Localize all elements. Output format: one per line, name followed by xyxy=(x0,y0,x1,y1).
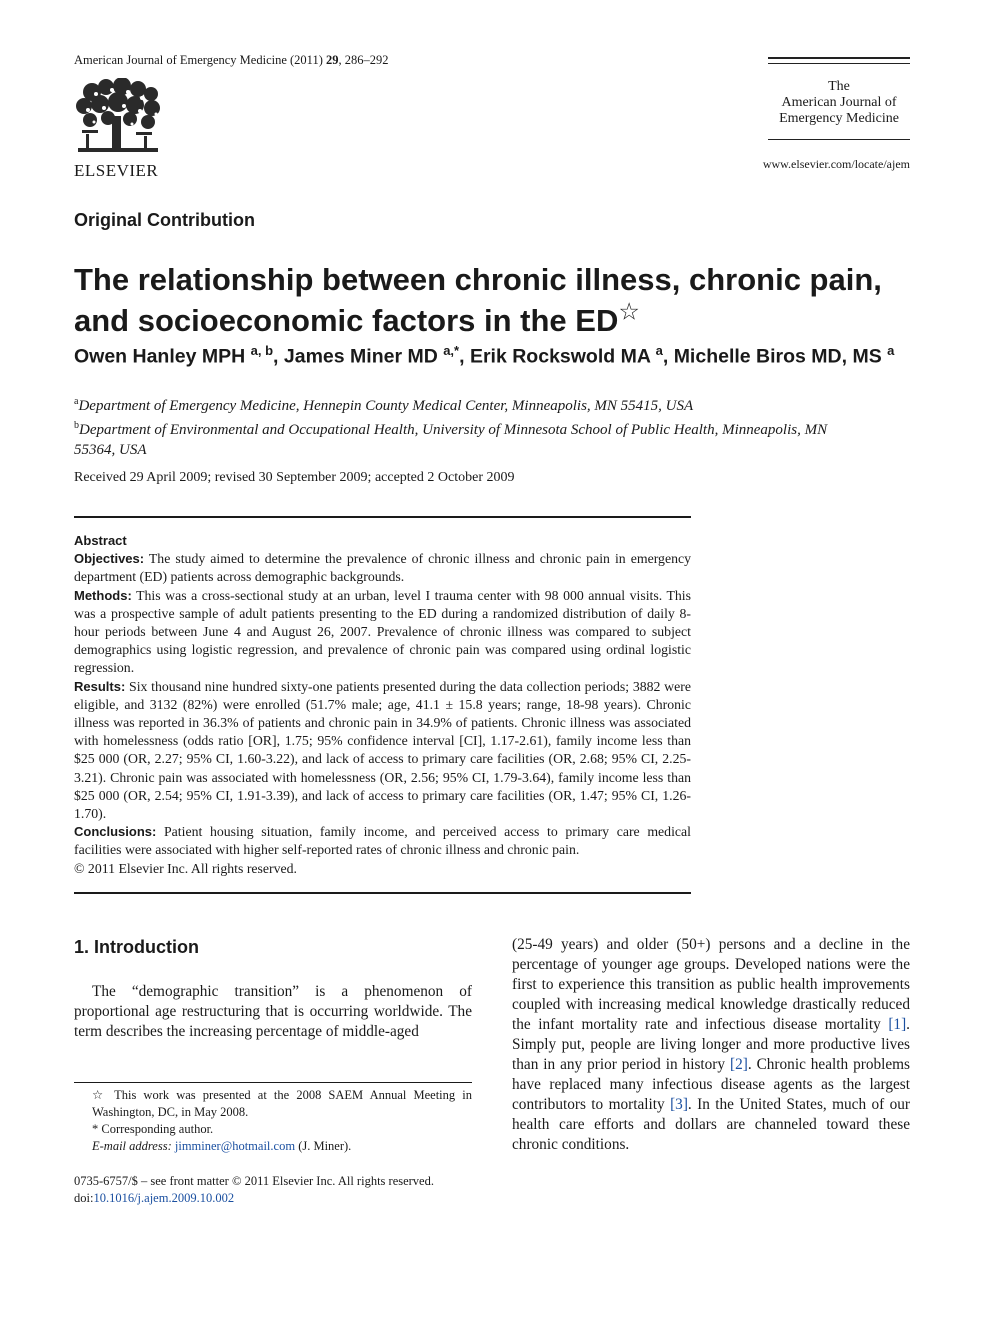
footnote-asterisk: * xyxy=(92,1122,99,1136)
results-label: Results: xyxy=(74,678,126,694)
masthead-line: Emergency Medicine xyxy=(779,111,899,126)
author-name: Michelle Biros MD, MS xyxy=(673,345,882,368)
affiliation-label: a xyxy=(74,396,79,407)
title-footnote-star[interactable]: ☆ xyxy=(618,298,640,326)
masthead-line: The xyxy=(828,79,850,94)
title-text: The relationship between chronic illness, chronic pain, and socioeconomic factors in the ED xyxy=(74,262,882,338)
masthead-rule xyxy=(768,63,910,64)
footnotes xyxy=(74,1087,472,1155)
footnote-rule xyxy=(74,1082,472,1083)
abstract-rule-top xyxy=(74,516,691,518)
abstract xyxy=(74,532,691,878)
author-separator: , xyxy=(273,345,284,368)
doi-link[interactable]: 10.1016/j.ajem.2009.10.002 xyxy=(93,1191,235,1205)
footnote-presentation xyxy=(74,1087,472,1121)
methods-text: This was a cross-sectional study at an urban, level I trauma center with 98 000 annual visits. This was a prospective sample of adult patients presenting to the ED during a randomized distribution of daily 8-hour periods between June 4 and August 26, 2007. Prevalence of chronic illness was compared to subject demographics using logistic regression, and prevalence of chronic pain was compared using ordinal logistic regression. xyxy=(74,587,691,676)
footnote-corresponding xyxy=(74,1121,472,1138)
journal-pages: , 286–292 xyxy=(338,53,389,67)
author-separator: , xyxy=(459,345,470,368)
author-list xyxy=(74,343,934,369)
article-type: Original Contribution xyxy=(74,210,255,230)
conclusions-label: Conclusions: xyxy=(74,824,157,840)
author-affiliation-sup[interactable]: a xyxy=(887,343,895,358)
intro-text: . Chronic health problems have replaced many infectious disease agents as the largest contributors to mortality xyxy=(512,1056,911,1113)
methods-label: Methods: xyxy=(74,587,132,603)
issn-block xyxy=(74,1173,472,1207)
footnote-email xyxy=(74,1138,472,1155)
masthead-line: American Journal of xyxy=(781,95,897,110)
author-separator: , xyxy=(662,345,674,368)
reference-link-1[interactable]: [1] xyxy=(888,1016,907,1033)
abstract-rule-bottom xyxy=(74,892,691,894)
reference-link-2[interactable]: [2] xyxy=(729,1056,748,1073)
affiliation xyxy=(74,416,834,460)
email-suffix: (J. Miner). xyxy=(295,1139,352,1153)
author-affiliation-sup[interactable]: a, b xyxy=(250,343,274,358)
author-affiliation-sup[interactable]: a,* xyxy=(443,343,460,358)
doi-label: doi: xyxy=(74,1191,94,1205)
results-text: Six thousand nine hundred sixty-one patients presented during the data collection periods; 3882 were eligible, and 3132 (82%) were enrolled (51.7% male; age, 41.1 ± 15.8 years; range, 18-98 years). Chronic illness was reported in 36.3% of patients and chronic pain in 34.9% of patients. Chronic illness was associated with homelessness (odds ratio [OR], 1.75; 95% confidence interval [CI], 1.17-2.61), family income less than $25 000 (OR, 2.27; 95% CI, 1.60-3.22), and lack of access to primary care facilities (OR, 2.68; 95% CI, 2.25-3.21). Chronic pain was associated with homelessness (OR, 2.56; 95% CI, 1.79-3.64), family income less than $25 000 (OR, 2.54; 95% CI, 1.91-3.39), and lack of access to primary care facilities (OR, 1.47; 95% CI, 1.26-1.70). xyxy=(74,678,691,822)
intro-paragraph-col2 xyxy=(512,935,910,1155)
journal-masthead xyxy=(768,79,910,127)
elsevier-tree-logo xyxy=(72,78,164,158)
journal-volume: 29 xyxy=(326,53,339,67)
author-name: Owen Hanley MPH xyxy=(74,345,246,368)
footnote-text: This work was presented at the 2008 SAEM Annual Meeting in Washington, DC, in May 2008. xyxy=(92,1088,472,1119)
footnote-star: ☆ xyxy=(92,1088,108,1102)
abstract-conclusions xyxy=(74,823,691,859)
email-link[interactable]: jimminer@hotmail.com xyxy=(174,1139,296,1153)
article-title xyxy=(74,259,914,341)
abstract-results xyxy=(74,678,691,824)
author-name: Erik Rockswold MA xyxy=(469,345,651,368)
intro-text: . In the United States, much of our health care efforts and dollars are channeled toward these chronic conditions. xyxy=(512,1096,911,1153)
affiliation-text: Department of Environmental and Occupational Health, University of Minnesota School of Public Health, Minneapolis, MN 55364, USA xyxy=(74,422,828,458)
intro-text: . Simply put, people are living longer and more productive lives than in any prior period in history xyxy=(512,1016,910,1073)
affiliation-label: b xyxy=(74,420,79,431)
masthead-rule xyxy=(768,139,910,140)
author-name: James Miner MD xyxy=(283,345,438,368)
objectives-label: Objectives: xyxy=(74,551,145,567)
reference-link-3[interactable]: [3] xyxy=(670,1096,688,1113)
publisher-name: ELSEVIER xyxy=(74,161,159,180)
abstract-objectives xyxy=(74,550,691,586)
abstract-methods xyxy=(74,587,691,678)
objectives-text: The study aimed to determine the prevalence of chronic illness and chronic pain in emergency department (ED) patients across demographic backgrounds. xyxy=(74,551,691,585)
journal-cite-text: American Journal of Emergency Medicine (2011) xyxy=(74,53,326,67)
section-heading-introduction: 1. Introduction xyxy=(74,937,199,957)
article-dates: Received 29 April 2009; revised 30 September 2009; accepted 2 October 2009 xyxy=(74,470,515,485)
affiliation xyxy=(74,392,834,416)
intro-text: (25-49 years) and older (50+) persons and a decline in the percentage of younger age groups. Developed nations were the first to experience this transition as public health improvements coupled with increasing medical knowledge drastically reduced the infant mortality rate and infectious disease mortality xyxy=(512,936,910,1033)
affiliation-text: Department of Emergency Medicine, Hennepin County Medical Center, Minneapolis, MN 55415, USA xyxy=(78,398,694,414)
intro-paragraph-col1: The “demographic transition” is a phenomenon of proportional age restructuring that is occurring worldwide. The term describes the increasing percentage of middle-aged xyxy=(74,983,472,1040)
issn-line: 0735-6757/$ – see front matter © 2011 Elsevier Inc. All rights reserved. xyxy=(74,1174,434,1188)
email-label: E-mail address: xyxy=(92,1139,172,1153)
abstract-copyright: © 2011 Elsevier Inc. All rights reserved. xyxy=(74,860,297,876)
doi-line xyxy=(74,1190,472,1207)
conclusions-text: Patient housing situation, family income, and perceived access to primary care medical facilities were associated with higher self-reported rates of chronic illness and chronic pain. xyxy=(74,824,691,858)
footnote-text: Corresponding author. xyxy=(98,1122,214,1136)
author-affiliation-sup[interactable]: a xyxy=(655,343,663,358)
abstract-heading: Abstract xyxy=(74,533,127,548)
journal-url[interactable]: www.elsevier.com/locate/ajem xyxy=(762,157,910,171)
journal-citation xyxy=(74,53,389,68)
masthead-rule xyxy=(768,57,910,59)
affiliations xyxy=(74,392,834,460)
